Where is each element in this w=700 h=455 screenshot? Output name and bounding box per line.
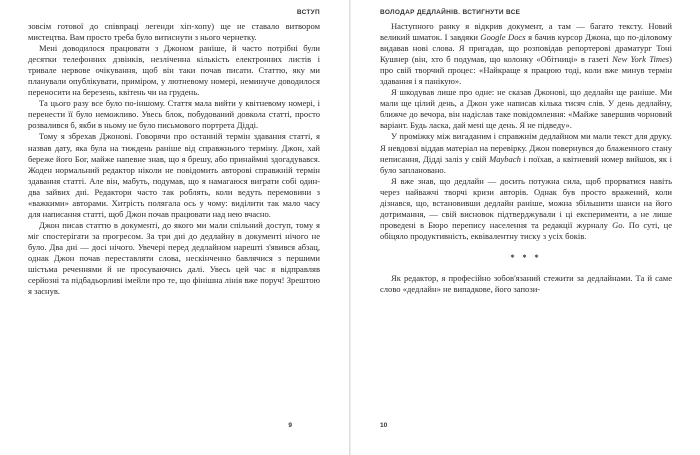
running-head-right: ВОЛОДАР ДЕДЛАЙНІВ. ВСТИГНУТИ ВСЕ xyxy=(380,9,521,16)
left-page-body xyxy=(28,21,320,297)
paragraph: зовсім готової до співпраці легенди хіп-хопу) ще не ставало витвором мистецтва. Вам просто треба було витиснути з нього чернетку. xyxy=(28,21,320,43)
paragraph: Мені доводилося працювати з Джоном раніше, й часто потрібні були десятки телефонних дзвінків, незліченна кількість електронних листів і тривале нервове очікування, щоб він таки почав писати. Статтю, яку ми планували опублікувати, приміром, у лютневому номері, неминуче доводилося переносити на березень, квітень чи на грудень. xyxy=(28,43,320,98)
right-page xyxy=(350,0,700,455)
paragraph xyxy=(380,131,672,175)
paragraph xyxy=(380,21,672,87)
text-run-italic: Go xyxy=(612,219,623,230)
text-run: Я вже знав, що дедлайн — досить потужна сила, щоб прорватися навіть через найважчі творчі кризи авторів. Однак був просто вражений, коли дізнався, що, встановивши дедлайн раніше, можна збільшити шанси на його дотримання, — свій висновок підтверджували і ці експерименти, а не лише проведені в Бюро перепису населення та редакції журналу xyxy=(380,175,672,230)
text-run: У проміжку між вигаданим і справжнім дедлайном ми мали текст для друку. Я невдовзі віддав матеріал на перевірку. Джон повернувся до блаженного стану неписання, Дідді заліз у свій xyxy=(380,131,672,164)
right-page-body xyxy=(380,21,672,295)
paragraph: Тому я збрехав Джонові. Говорячи про останній термін здавання статті, я назвав дату, яка була на тиждень раніше від справжнього терміну. Джон, хай береже його Бог, майже напевне знав, що я брешу, або принаймні здогадувався. Жоден нормальний редактор ніколи не повідомить авторові справжній термін здавання статті. Але він, мабуть, подумав, що я намагаюся виграти собі один-два зайвих дні. Редактори часто так роблять, коли ведуть перемовини з «важкими» авторами. Хитрість полягала ось у чому: виділити так мало часу для написання статті, щоб Джон почав працювати над нею вчасно. xyxy=(28,131,320,219)
text-run: . По суті, це обіцяло продуктивність, еквівалентну тиску з усіх боків. xyxy=(380,219,673,241)
paragraph: Я шкодував лише про одне: не сказав Джонові, що дедлайн ще раніше. Ми мали ще цілий день, а Джон уже написав кілька тисяч слів. У день дедлайну, ближче до вечора, він надіслав таке повідомлення: «Майже завершив чорновий варіант. Будь ласка, дай мені ще день. Я не підведу». xyxy=(380,87,672,131)
text-run-italic: Maybach xyxy=(489,153,521,164)
page-number-right: 10 xyxy=(380,422,388,429)
section-separator: * * * xyxy=(510,252,542,262)
text-run-italic: New York Times xyxy=(612,54,670,65)
page-number-left: 9 xyxy=(288,422,292,429)
paragraph: Та цього разу все було по-іншому. Стаття мала вийти у квітневому номері, і перенести її було неможливо. Увесь блок, побудований довкола статті, просто розвалився б, якби в ньому не було письмового портрета Дідді. xyxy=(28,98,320,131)
text-run: Наступного ранку я відкрив документ, а там — багато тексту. Новий великий шматок. І завдяки xyxy=(380,21,672,43)
paragraph: Джон писав статтю в документі, до якого ми мали спільний доступ, тому я міг спостерігати за прогресом. За три дні до дедлайну в документі нічого не було. Два дні — досі нічого. Увечері перед дедлайном нарешті з'явився абзац, однак Джон почав переставляти слова, нескінченно бавлячися з першими шістьма реченнями й не просуваючись далі. Увесь цей час я відправляв серйозні та підбадьорливі імейли про те, що фінішна лінія вже поруч! Зрештою я заснув. xyxy=(28,219,320,297)
text-run: і поїхав, а квітневий номер вийшов, як і було заплановано. xyxy=(380,153,672,175)
text-run: ) про свій творчий процес: «Найкраще я працюю тоді, коли вже минув термін здавання і я панікую». xyxy=(380,54,672,87)
running-head-left: ВСТУП xyxy=(296,9,320,16)
text-run: я бачив курсор Джона, що по-діловому видавав нові слова. Я пригадав, що розповідав репортерові драматург Тоні Кушнер (він, хто б подумав, що колонку «Обітниці» в газеті xyxy=(380,32,672,65)
text-run-italic: Google Docs xyxy=(480,32,526,43)
paragraph xyxy=(380,176,672,242)
paragraph: Як редактор, я професійно зобов'язаний стежити за дедлайнами. Та й саме слово «дедлайн» не випадкове, його запози- xyxy=(380,272,672,295)
